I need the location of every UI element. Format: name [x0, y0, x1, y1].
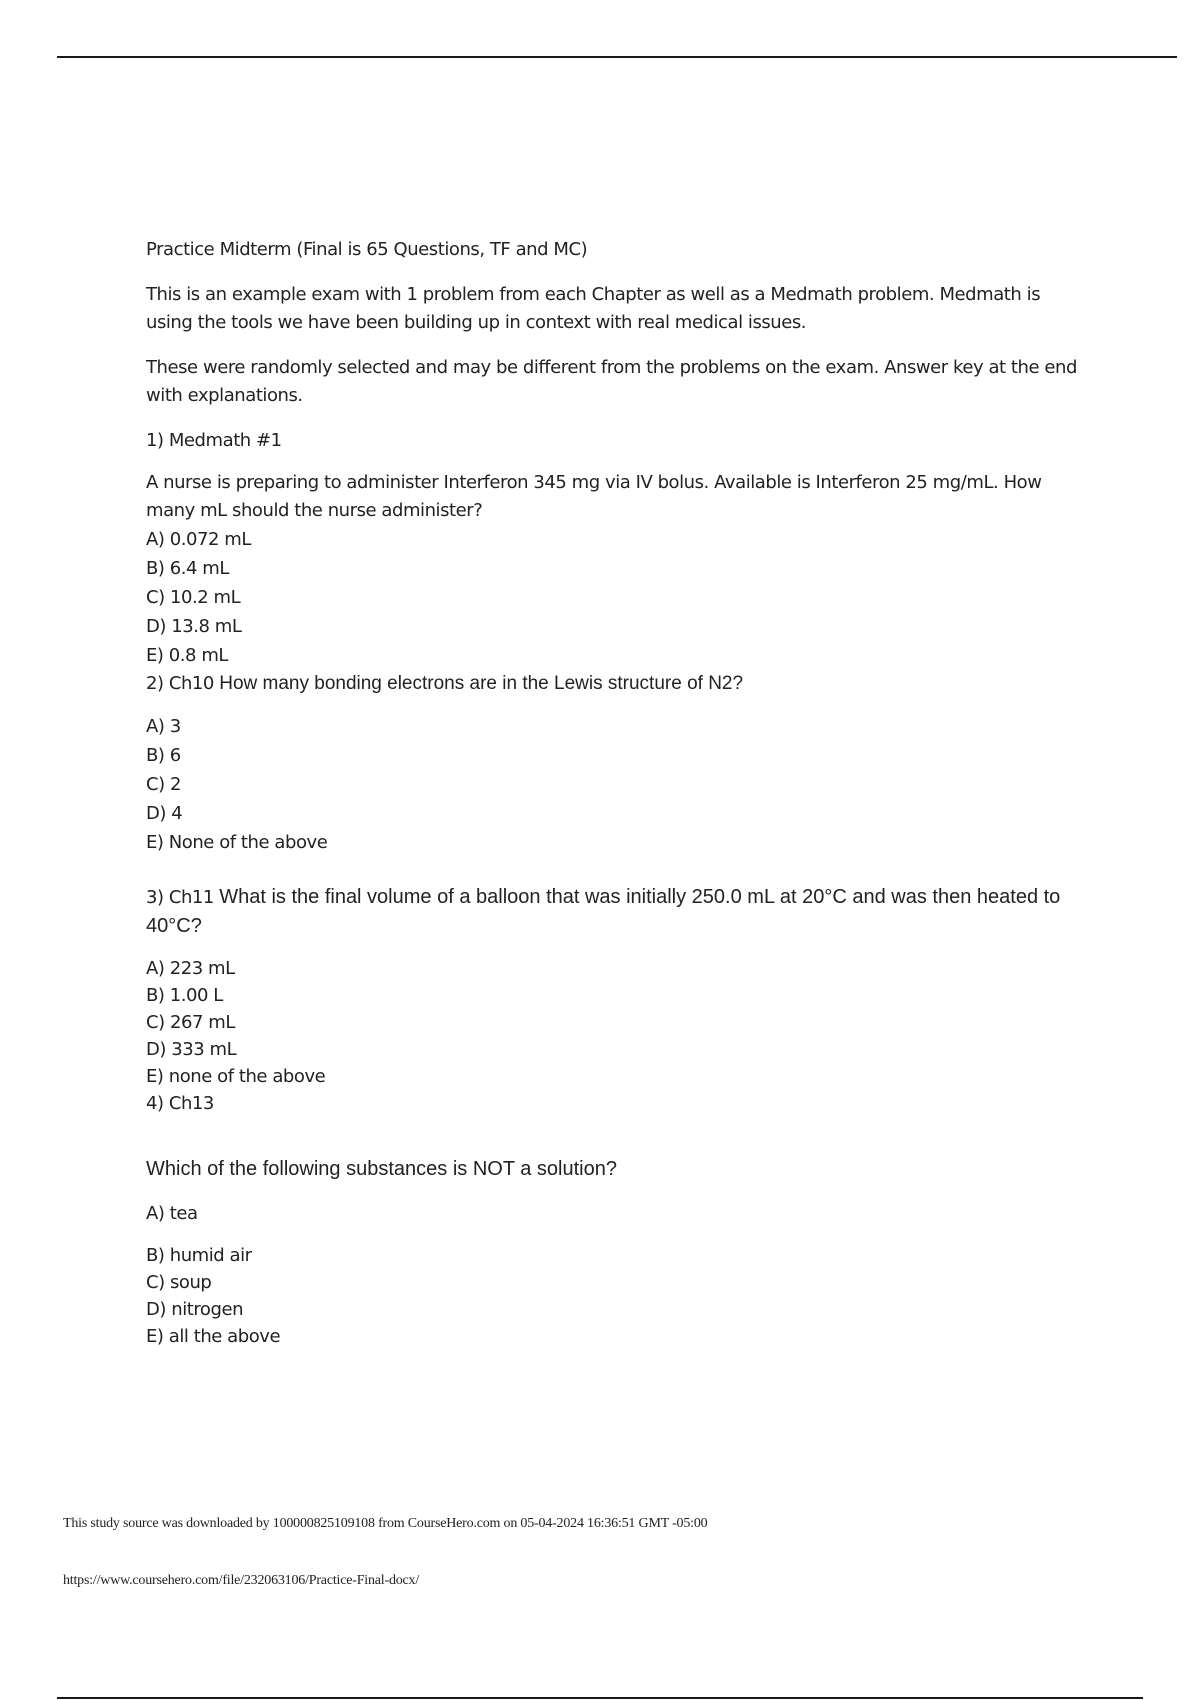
question-3-option-e: E) none of the above — [146, 1066, 326, 1087]
question-2-option-e: E) None of the above — [146, 832, 328, 853]
question-1-options — [146, 525, 1086, 670]
question-2-option-b: B) 6 — [146, 745, 181, 766]
question-4-option-e: E) all the above — [146, 1326, 281, 1347]
top-rule — [57, 56, 1177, 58]
question-4-option-d: D) nitrogen — [146, 1299, 244, 1320]
intro-paragraph-2: These were randomly selected and may be different from the problems on the exam. Answer key at the end with explanations. — [146, 357, 1077, 406]
question-4-options — [146, 1242, 1086, 1350]
question-2 — [146, 670, 1086, 698]
question-1-option-e: E) 0.8 mL — [146, 645, 228, 666]
question-4-option-b: B) humid air — [146, 1245, 252, 1266]
question-1-text: A nurse is preparing to administer Interferon 345 mg via IV bolus. Available is Interferon 25 mg/mL. How many mL should the nurse administer? — [146, 472, 1042, 521]
question-2-option-c: C) 2 — [146, 774, 181, 795]
question-3-prefix: 3) Ch11 — [146, 887, 214, 908]
question-4-heading: 4) Ch13 — [146, 1093, 214, 1114]
question-3-options — [146, 955, 1086, 1090]
intro-paragraph-1: This is an example exam with 1 problem from each Chapter as well as a Medmath problem. Medmath is using the tools we have been building up in context with real medical issues. — [146, 284, 1041, 333]
question-3-text: What is the final volume of a balloon that was initially 250.0 mL at 20°C and was then heated to 40°C? — [146, 886, 1061, 937]
download-notice: This study source was downloaded by 100000825109108 from CourseHero.com on 05-04-2024 16:36:51 GMT -05:00 — [63, 1516, 708, 1531]
question-1-option-c: C) 10.2 mL — [146, 587, 241, 608]
question-4-text: Which of the following substances is NOT a solution? — [146, 1158, 617, 1180]
question-1-heading: 1) Medmath #1 — [146, 430, 282, 451]
question-3-option-c: C) 267 mL — [146, 1012, 235, 1033]
question-3-option-b: B) 1.00 L — [146, 985, 223, 1006]
question-2-option-a: A) 3 — [146, 716, 181, 737]
question-3 — [146, 883, 1086, 941]
question-2-text: How many bonding electrons are in the Lewis structure of N2? — [219, 673, 744, 694]
question-4-option-c: C) soup — [146, 1272, 212, 1293]
question-3-option-d: D) 333 mL — [146, 1039, 237, 1060]
question-2-option-d: D) 4 — [146, 803, 183, 824]
question-2-prefix: 2) Ch10 — [146, 673, 214, 694]
question-2-options — [146, 712, 1086, 857]
question-1-option-b: B) 6.4 mL — [146, 558, 229, 579]
bottom-rule — [57, 1697, 1143, 1699]
document-title: Practice Midterm (Final is 65 Questions, TF and MC) — [146, 239, 588, 260]
question-1-option-d: D) 13.8 mL — [146, 616, 242, 637]
source-url[interactable]: https://www.coursehero.com/file/232063106/Practice-Final-docx/ — [63, 1573, 420, 1588]
question-3-option-a: A) 223 mL — [146, 958, 235, 979]
document-body — [146, 236, 1086, 1350]
question-1-option-a: A) 0.072 mL — [146, 529, 251, 550]
question-4-option-a: A) tea — [146, 1203, 198, 1224]
